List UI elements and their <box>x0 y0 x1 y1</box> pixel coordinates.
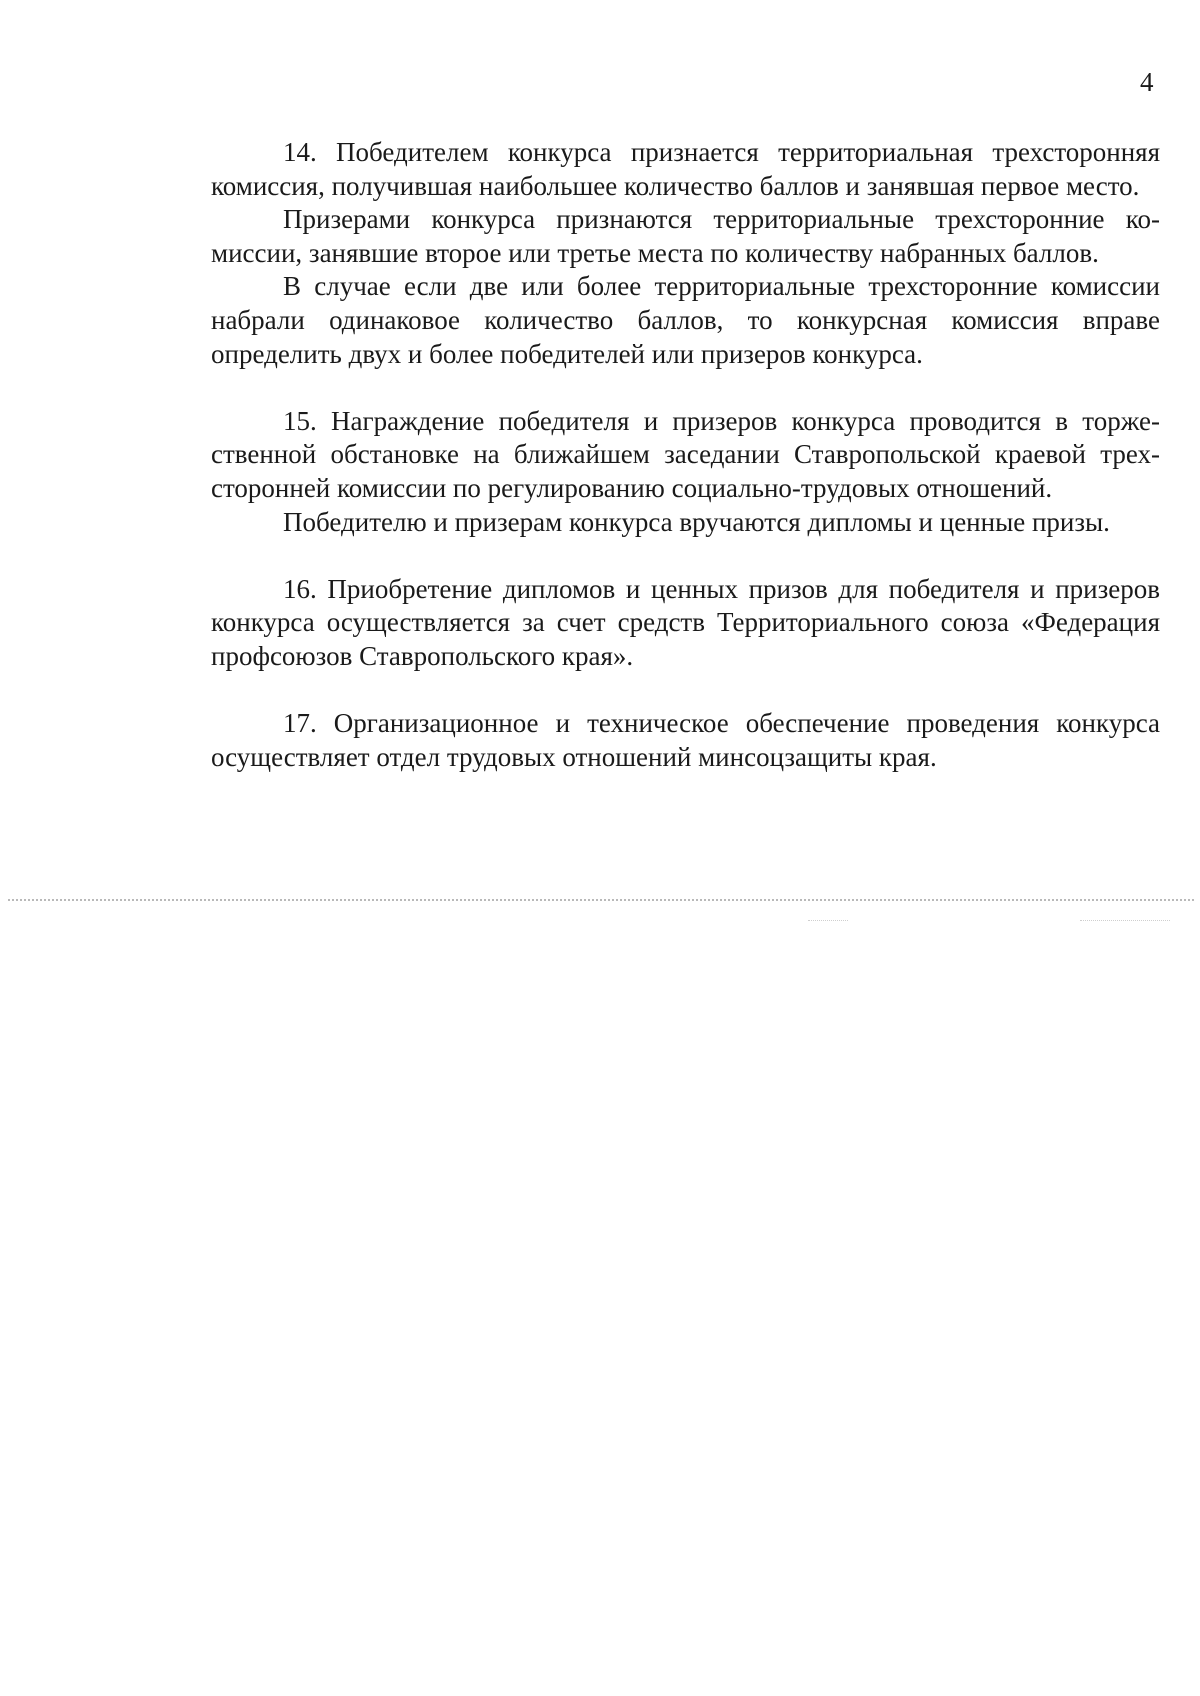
paragraph-gap <box>211 539 1160 573</box>
section-17 <box>211 707 1160 774</box>
paragraph-14-prizewinners: Призерами конкурса признаются территориальные трехсторонние комиссии, занявшие второе или третье места по количеству набранных баллов. <box>211 204 1160 268</box>
scan-artifact-mark <box>808 920 848 921</box>
paragraph-17-organization: 17. Организационное и техническое обеспечение проведения конкурса осуществляет отдел трудовых отношений минсоцзащиты края. <box>211 708 1160 772</box>
section-16 <box>211 573 1160 674</box>
section-15 <box>211 405 1160 539</box>
section-14 <box>211 136 1160 371</box>
document-body <box>211 136 1160 774</box>
paragraph-gap <box>211 674 1160 708</box>
page-number: 4 <box>1140 67 1154 97</box>
paragraph-15-diplomas: Победителю и призерам конкурса вручаются дипломы и ценные призы. <box>283 506 1110 537</box>
scan-artifact-line <box>8 899 1194 901</box>
paragraph-15-award-ceremony: 15. Награждение победителя и призеров конкурса проводится в торжественной обстановке на ближайшем заседании Ставропольской краевой трехсторонней комиссии по регулированию социально-трудовых отношений. <box>211 405 1160 503</box>
paragraph-14-tie: В случае если две или более территориальные трехсторонние комиссии набрали одинаковое количество баллов, то конкурсная комиссия вправе определить двух и более победителей или призеров конкурса. <box>211 271 1160 369</box>
paragraph-gap <box>211 371 1160 405</box>
scan-artifact-mark <box>1080 920 1170 921</box>
paragraph-14-winner: 14. Победителем конкурса признается территориальная трехсторонняя комиссия, получившая наибольшее количество баллов и занявшая первое место. <box>211 137 1160 201</box>
paragraph-16-funding: 16. Приобретение дипломов и ценных призов для победителя и призеров конкурса осуществляется за счет средств Территориального союза «Федерация профсоюзов Ставропольского края». <box>211 573 1160 671</box>
